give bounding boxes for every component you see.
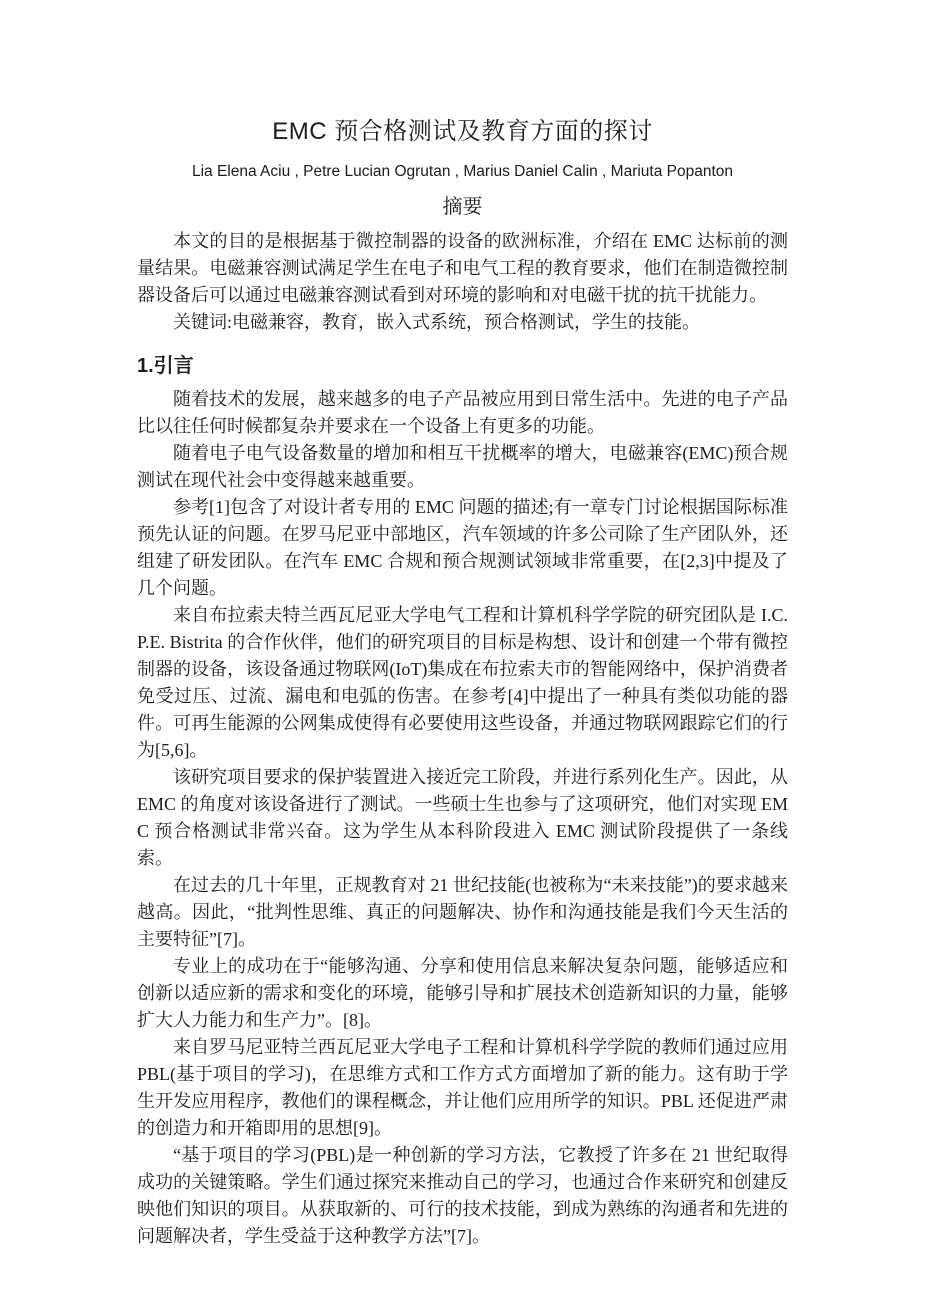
abstract-heading: 摘要 (442, 196, 483, 218)
body-paragraph: 该研究项目要求的保护装置进入接近完工阶段，并进行系列化生产。因此，从 EMC 的角度对该设备进行了测试。一些硕士生也参与了这项研究，他们对实现 EMC 预合格测试非常兴奋。这为学生从本科阶段进入 EMC 测试阶段提供了一条线索。 (137, 767, 789, 868)
body-paragraph: 随着电子电气设备数量的增加和相互干扰概率的增大，电磁兼容(EMC)预合规测试在现代社会中变得越来越重要。 (137, 443, 788, 490)
body-paragraph: 在过去的几十年里，正规教育对 21 世纪技能(也被称为“未来技能”)的要求越来越高。因此，“批判性思维、真正的问题解决、协作和沟通技能是我们今天生活的主要特征”[7]。 (137, 875, 788, 949)
authors-line: Lia Elena Aciu , Petre Lucian Ogrutan , Marius Daniel Calin , Mariuta Popanton (191, 163, 734, 180)
body-paragraph: 来自布拉索夫特兰西瓦尼亚大学电气工程和计算机科学学院的研究团队是 I.C.P.E. Bistrita 的合作伙伴，他们的研究项目的目标是构想、设计和创建一个带有微控制器的设备，该设备通过物联网(IoT)集成在布拉索夫市的智能网络中，保护消费者免受过压、过流、漏电和电弧的伤害。在参考[4]中提出了一种具有类似功能的器件。可再生能源的公网集成使得有必要使用这些设备，并通过物联网跟踪它们的行为[5,6]。 (137, 605, 788, 760)
keywords-line: 关键词:电磁兼容，教育，嵌入式系统，预合格测试，学生的技能。 (173, 312, 700, 332)
paper-title: EMC 预合格测试及教育方面的探讨 (272, 118, 653, 145)
body-paragraph: 参考[1]包含了对设计者专用的 EMC 问题的描述;有一章专门讨论根据国际标准预先认证的问题。在罗马尼亚中部地区，汽车领域的许多公司除了生产团队外，还组建了研发团队。在汽车 EMC 合规和预合规测试领域非常重要，在[2,3]中提及了几个问题。 (137, 497, 788, 598)
body-paragraph: “基于项目的学习(PBL)是一种创新的学习方法，它教授了许多在 21 世纪取得成功的关键策略。学生们通过探究来推动自己的学习，也通过合作来研究和创建反映他们知识的项目。从获取新的、可行的技术技能，到成为熟练的沟通者和先进的问题解决者，学生受益于这种教学方法”[7]。 (137, 1145, 788, 1246)
body-paragraph: 来自罗马尼亚特兰西瓦尼亚大学电子工程和计算机科学学院的教师们通过应用 PBL(基于项目的学习)，在思维方式和工作方式方面增加了新的能力。这有助于学生开发应用程序，教他们的课程概念，并让他们应用所学的知识。PBL 还促进严肃的创造力和开箱即用的思想[9]。 (137, 1037, 788, 1138)
section-heading-introduction: 1.引言 (137, 355, 194, 377)
page-content (137, 116, 788, 1250)
body-paragraph: 专业上的成功在于“能够沟通、分享和使用信息来解决复杂问题，能够适应和创新以适应新的需求和变化的环境，能够引导和扩展技术创造新知识的力量，能够扩大人力能力和生产力”。[8]。 (137, 956, 788, 1030)
abstract-paragraph: 本文的目的是根据基于微控制器的设备的欧洲标准，介绍在 EMC 达标前的测量结果。电磁兼容测试满足学生在电子和电气工程的教育要求，他们在制造微控制器设备后可以通过电磁兼容测试看到对环境的影响和对电磁干扰的抗干扰能力。 (137, 231, 788, 305)
body-paragraph: 随着技术的发展，越来越多的电子产品被应用到日常生活中。先进的电子产品比以往任何时候都复杂并要求在一个设备上有更多的功能。 (137, 389, 788, 436)
